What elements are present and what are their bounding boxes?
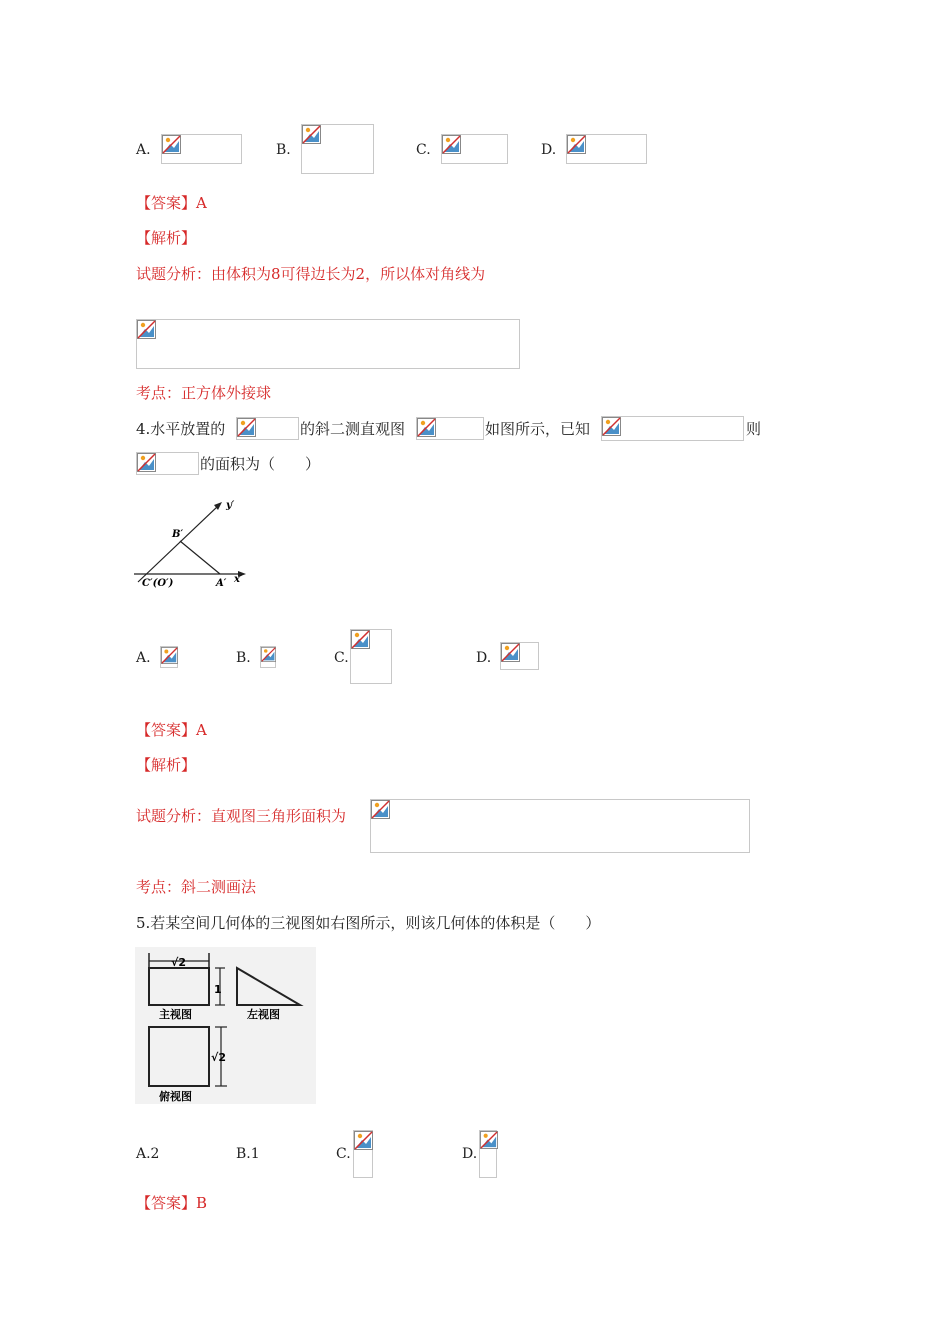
label-left-view: 左视图 (247, 1008, 280, 1021)
broken-image-icon (261, 647, 276, 662)
broken-image-icon (137, 320, 156, 339)
broken-image-icon (162, 135, 181, 154)
q3-option-b-image (301, 124, 374, 174)
q5-stem: 5.若某空间几何体的三视图如右图所示，则该几何体的体积是（ ） (136, 914, 601, 932)
q4-stem-image-1 (236, 417, 299, 440)
broken-image-icon (137, 453, 156, 472)
q5-answer: 【答案】B (136, 1194, 208, 1212)
label-sqrt2-top: √2 (171, 956, 186, 969)
label-x: x′ (234, 574, 243, 585)
q4-option-a-image (160, 646, 178, 668)
q4-option-c-image (350, 629, 392, 684)
q4-option-b-label: B. (236, 650, 251, 666)
label-c: C′(O′) (142, 578, 174, 589)
q4-option-d-label: D. (476, 650, 492, 666)
broken-image-icon (237, 418, 256, 437)
broken-image-icon (302, 125, 321, 144)
label-one: 1 (214, 983, 222, 996)
broken-image-icon (480, 1131, 498, 1149)
q4-analysis-text: 试题分析：直观图三角形面积为 (136, 807, 347, 825)
broken-image-icon (567, 135, 586, 154)
label-a: A′ (216, 578, 227, 589)
q4-option-d-image (500, 642, 539, 670)
q4-option-b-image (260, 646, 276, 668)
q4-stem-part1: 4.水平放置的 (136, 420, 226, 438)
q4-stem-part3: 如图所示，已知 (485, 420, 591, 438)
q4-stem-part4: 则 (746, 420, 762, 438)
q3-answer: 【答案】A (136, 194, 207, 212)
broken-image-icon (417, 418, 436, 437)
q4-oblique-figure (134, 494, 252, 600)
q3-option-d-image (566, 134, 647, 164)
q4-option-a-label: A. (136, 650, 151, 666)
figure-background (135, 947, 316, 1104)
q5-option-d-label: D. (462, 1146, 478, 1162)
q4-stem-image-2 (416, 417, 484, 440)
broken-image-icon (602, 417, 621, 436)
q5-option-b-label: B.1 (236, 1146, 260, 1162)
q4-topic: 考点：斜二测画法 (136, 878, 257, 896)
q5-option-a-label: A.2 (136, 1146, 160, 1162)
q4-option-c-label: C. (334, 650, 349, 666)
q5-option-d-image (479, 1130, 497, 1178)
broken-image-icon (354, 1131, 373, 1150)
q3-analysis-heading: 【解析】 (136, 229, 197, 247)
q3-option-a-image (161, 134, 242, 164)
label-y: y′ (226, 500, 235, 511)
q4-analysis-heading: 【解析】 (136, 756, 197, 774)
label-sqrt2-side: √2 (211, 1051, 226, 1064)
q3-topic: 考点：正方体外接球 (136, 384, 272, 402)
q5-option-c-label: C. (336, 1146, 351, 1162)
q5-option-c-image (353, 1130, 373, 1178)
q3-analysis-formula-image (136, 319, 520, 369)
label-b: B′ (172, 529, 184, 540)
q5-three-view-figure (135, 947, 316, 1104)
q4-stem-part2: 的斜二测直观图 (300, 420, 406, 438)
segment-ab (180, 541, 220, 574)
broken-image-icon (442, 135, 461, 154)
q3-option-a-label: A. (136, 142, 151, 158)
q3-option-c-label: C. (416, 142, 431, 158)
label-front-view: 主视图 (159, 1008, 192, 1021)
q3-option-c-image (441, 134, 508, 164)
broken-image-icon (501, 643, 520, 662)
broken-image-icon (351, 630, 370, 649)
q3-option-d-label: D. (541, 142, 557, 158)
q4-answer: 【答案】A (136, 721, 207, 739)
label-top-view: 俯视图 (159, 1090, 192, 1103)
q3-analysis-text: 试题分析：由体积为8可得边长为2，所以体对角线为 (136, 265, 486, 283)
q4-stem-part5: 的面积为（ ） (200, 455, 321, 473)
broken-image-icon (161, 647, 178, 664)
q4-stem-image-4 (136, 452, 199, 475)
broken-image-icon (371, 800, 390, 819)
q4-analysis-formula-image (370, 799, 750, 853)
q4-stem-image-3 (601, 416, 744, 441)
q3-option-b-label: B. (276, 142, 291, 158)
y-axis (138, 506, 218, 582)
